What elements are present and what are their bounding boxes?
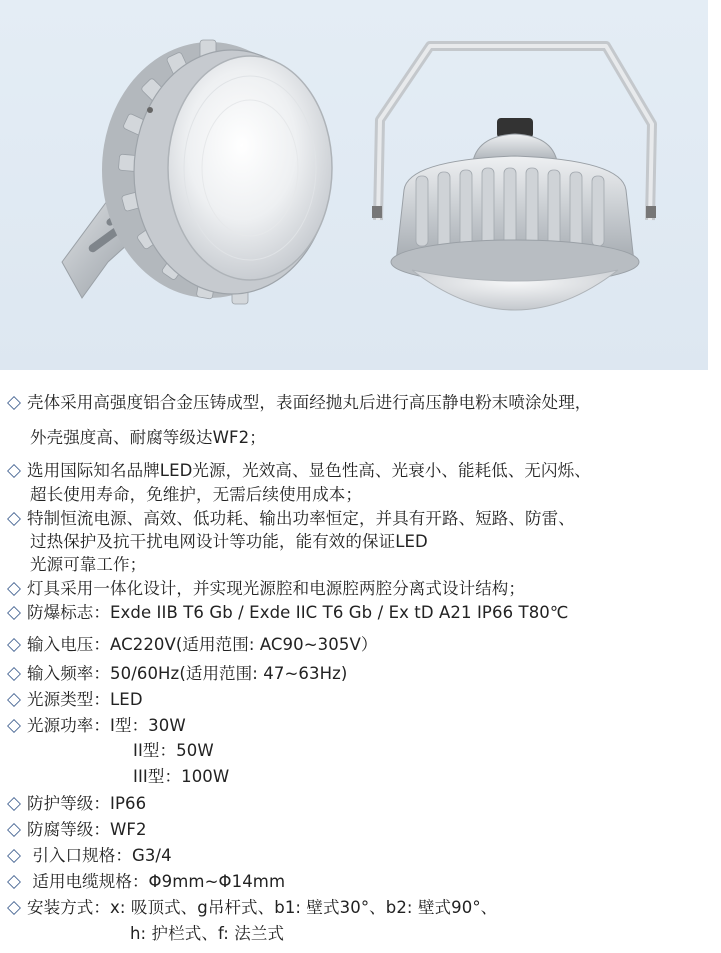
feature-line: 外壳强度高、耐腐等级达WF2；: [30, 428, 266, 447]
right-fixture-image: [372, 46, 656, 310]
diamond-bullet-icon: [7, 797, 21, 811]
spec-value: I型：30W: [110, 716, 186, 735]
spec-cable-size: [8, 870, 285, 893]
product-photo-panel: [0, 0, 708, 370]
spec-value: G3/4: [131, 846, 172, 865]
feature-line: 超长使用寿命，免维护，无需后续使用成本；: [30, 485, 362, 504]
spec-label: 防爆标志：: [27, 603, 110, 622]
diamond-bullet-icon: [7, 823, 21, 837]
spec-label: 防护等级：: [27, 794, 110, 813]
spec-value: Exde IIB T6 Gb / Exde IIC T6 Gb / Ex tD A21 IP66 T80℃: [110, 603, 569, 622]
feature-item-power-supply: [8, 507, 575, 530]
spec-value: 50/60Hz(适用范围: 47~63Hz): [110, 664, 348, 683]
diamond-bullet-icon: [7, 693, 21, 707]
spec-value: h: 护栏式、f: 法兰式: [130, 924, 285, 943]
spec-value: AC220V(适用范围: AC90~305V）: [110, 635, 378, 654]
spec-value: x: 吸顶式、g吊杆式、b1: 壁式30°、b2: 壁式90°、: [110, 898, 498, 917]
spec-label: 适用电缆规格：: [27, 872, 149, 891]
spec-value: III型：100W: [133, 767, 230, 786]
diamond-bullet-icon: [7, 582, 21, 596]
diamond-bullet-icon: [7, 638, 21, 652]
feature-item-housing: [8, 391, 591, 414]
spec-explosion-proof: [8, 601, 569, 624]
spec-light-source-power: [8, 714, 186, 737]
diamond-bullet-icon: [7, 901, 21, 915]
spec-input-voltage: [8, 633, 377, 656]
left-fixture-image: [62, 40, 332, 304]
spec-label: 引入口规格：: [27, 846, 132, 865]
feature-line: 特制恒流电源、高效、低功耗、输出功率恒定，并具有开路、短路、防雷、: [27, 509, 575, 528]
spec-label: 光源类型：: [27, 690, 110, 709]
spec-cable-inlet: [8, 844, 172, 867]
spec-input-frequency: [8, 662, 347, 685]
spec-light-source-type: [8, 688, 143, 711]
spec-label: 输入频率：: [27, 664, 110, 683]
feature-line: 选用国际知名品牌LED光源，光效高、显色性高、光衰小、能耗低、无闪烁、: [27, 461, 591, 480]
diamond-bullet-icon: [7, 606, 21, 620]
spec-label: 光源功率：: [27, 716, 110, 735]
diamond-bullet-icon: [7, 849, 21, 863]
diamond-bullet-icon: [7, 719, 21, 733]
diamond-bullet-icon: [7, 464, 21, 478]
spec-value: Φ9mm~Φ14mm: [148, 872, 286, 891]
feature-line: 壳体采用高强度铝合金压铸成型，表面经抛丸后进行高压静电粉末喷涂处理，: [27, 393, 592, 412]
spec-anticorrosion-grade: [8, 818, 147, 841]
feature-line: 光源可靠工作；: [30, 555, 147, 574]
spec-protection-grade: [8, 792, 146, 815]
spec-label: 安装方式：: [27, 898, 110, 917]
spec-value: WF2: [110, 820, 147, 839]
spec-installation: [8, 896, 497, 919]
feature-line: 灯具采用一体化设计，并实现光源腔和电源腔两腔分离式设计结构；: [27, 579, 525, 598]
spec-value: IP66: [110, 794, 147, 813]
diamond-bullet-icon: [7, 667, 21, 681]
feature-line: 过热保护及抗干扰电网设计等功能，能有效的保证LED: [30, 532, 428, 551]
spec-value: LED: [110, 690, 143, 709]
feature-item-design: [8, 577, 525, 600]
diamond-bullet-icon: [7, 396, 21, 410]
spec-label: 输入电压：: [27, 635, 110, 654]
spec-label: 防腐等级：: [27, 820, 110, 839]
feature-item-led: [8, 459, 591, 482]
diamond-bullet-icon: [7, 875, 21, 889]
spec-value: II型：50W: [133, 741, 214, 760]
diamond-bullet-icon: [7, 512, 21, 526]
